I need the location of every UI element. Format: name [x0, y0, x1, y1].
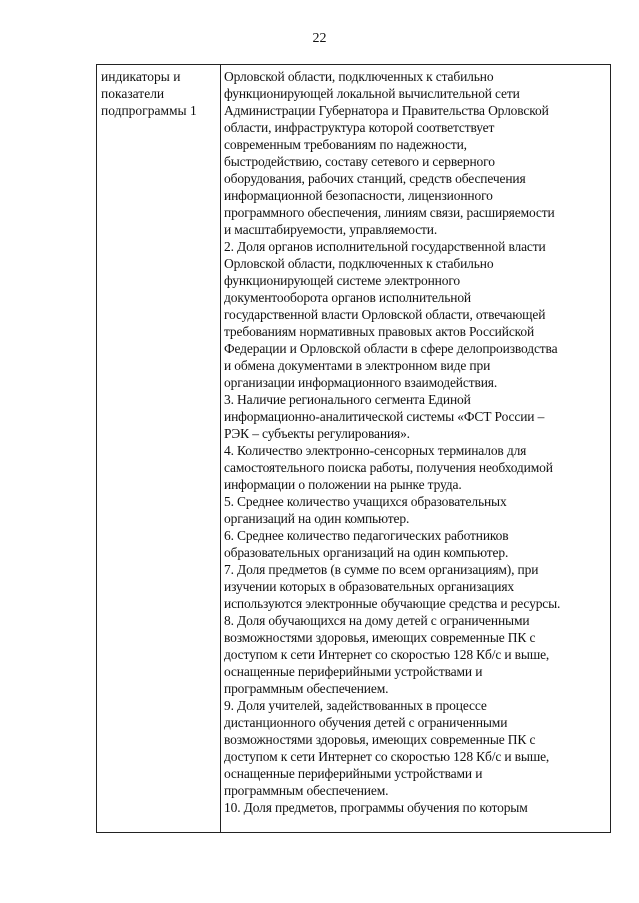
indicator-text-line: требованиям нормативных правовых актов Российской — [224, 324, 535, 339]
program-table — [96, 64, 611, 833]
indicator-text-line: Орловской области, подключенных к стабильно — [224, 256, 494, 271]
indicator-text-line: Орловской области, подключенных к стабильно — [224, 69, 494, 84]
indicator-text-line: доступом к сети Интернет со скоростью 128 Кб/с и выше, — [224, 647, 550, 662]
indicator-text-line: 7. Доля предметов (в сумме по всем организациям), при — [224, 562, 539, 577]
indicator-text-line: самостоятельного поиска работы, получения необходимой — [224, 460, 553, 475]
indicator-text-line: организации информационного взаимодействия. — [224, 375, 498, 390]
indicator-text-line: 4. Количество электронно-сенсорных терминалов для — [224, 443, 527, 458]
label-text-line: подпрограммы 1 — [101, 103, 197, 118]
indicator-text-line: информационно-аналитической системы «ФСТ России – — [224, 409, 545, 424]
indicator-text-line: 5. Среднее количество учащихся образовательных — [224, 494, 507, 509]
indicator-text-line: 3. Наличие регионального сегмента Единой — [224, 392, 471, 407]
indicator-text-line: и обмена документами в электронном виде при — [224, 358, 491, 373]
indicator-text-line: возможностями здоровья, имеющих современные ПК с — [224, 630, 536, 645]
indicator-text-line: программным обеспечением. — [224, 783, 389, 798]
indicator-text-line: образовательных организаций на один компьютер. — [224, 545, 509, 560]
page-number: 22 — [312, 31, 327, 46]
indicator-text-line: РЭК – субъекты регулирования». — [224, 426, 410, 441]
indicator-text-line: организаций на один компьютер. — [224, 511, 410, 526]
indicator-text-line: изучении которых в образовательных организациях — [224, 579, 515, 594]
indicator-text-line: и масштабируемости, управляемости. — [224, 222, 438, 237]
indicator-text-line: Федерации и Орловской области в сфере делопроизводства — [224, 341, 558, 356]
indicator-text-line: информации о положении на рынке труда. — [224, 477, 462, 492]
indicator-text-line: используются электронные обучающие средства и ресурсы. — [224, 596, 561, 611]
table-cell-indicators — [221, 65, 610, 832]
label-text-line: показатели — [101, 86, 165, 101]
indicator-text-line: 6. Среднее количество педагогических работников — [224, 528, 509, 543]
indicator-text-line: области, инфраструктура которой соответствует — [224, 120, 495, 135]
indicator-text-line: оснащенные периферийными устройствами и — [224, 664, 483, 679]
table-cell-label — [97, 65, 221, 832]
indicator-text-line: возможностями здоровья, имеющих современные ПК с — [224, 732, 536, 747]
indicator-text-line: документооборота органов исполнительной — [224, 290, 471, 305]
indicator-text-line: 9. Доля учителей, задействованных в процессе — [224, 698, 487, 713]
indicator-text-line: Администрации Губернатора и Правительства Орловской — [224, 103, 549, 118]
label-text-line: индикаторы и — [101, 69, 181, 84]
indicator-text-line: 10. Доля предметов, программы обучения по которым — [224, 800, 528, 815]
indicator-text-line: быстродействию, составу сетевого и серверного — [224, 154, 495, 169]
indicator-text-line: функционирующей системе электронного — [224, 273, 460, 288]
indicator-text-line: функционирующей локальной вычислительной сети — [224, 86, 520, 101]
indicator-text-line: дистанционного обучения детей с ограниченными — [224, 715, 508, 730]
indicator-text-line: информационной безопасности, лицензионного — [224, 188, 493, 203]
indicator-text-line: оснащенные периферийными устройствами и — [224, 766, 483, 781]
indicator-text-line: современным требованиям по надежности, — [224, 137, 467, 152]
indicator-text-line: доступом к сети Интернет со скоростью 128 Кб/с и выше, — [224, 749, 550, 764]
indicator-text-line: государственной власти Орловской области, отвечающей — [224, 307, 546, 322]
indicator-text-line: программного обеспечения, линиям связи, расширяемости — [224, 205, 555, 220]
indicator-text-line: оборудования, рабочих станций, средств обеспечения — [224, 171, 526, 186]
indicator-text-line: программным обеспечением. — [224, 681, 389, 696]
indicator-text-line: 8. Доля обучающихся на дому детей с ограниченными — [224, 613, 530, 628]
indicator-text-line: 2. Доля органов исполнительной государственной власти — [224, 239, 546, 254]
